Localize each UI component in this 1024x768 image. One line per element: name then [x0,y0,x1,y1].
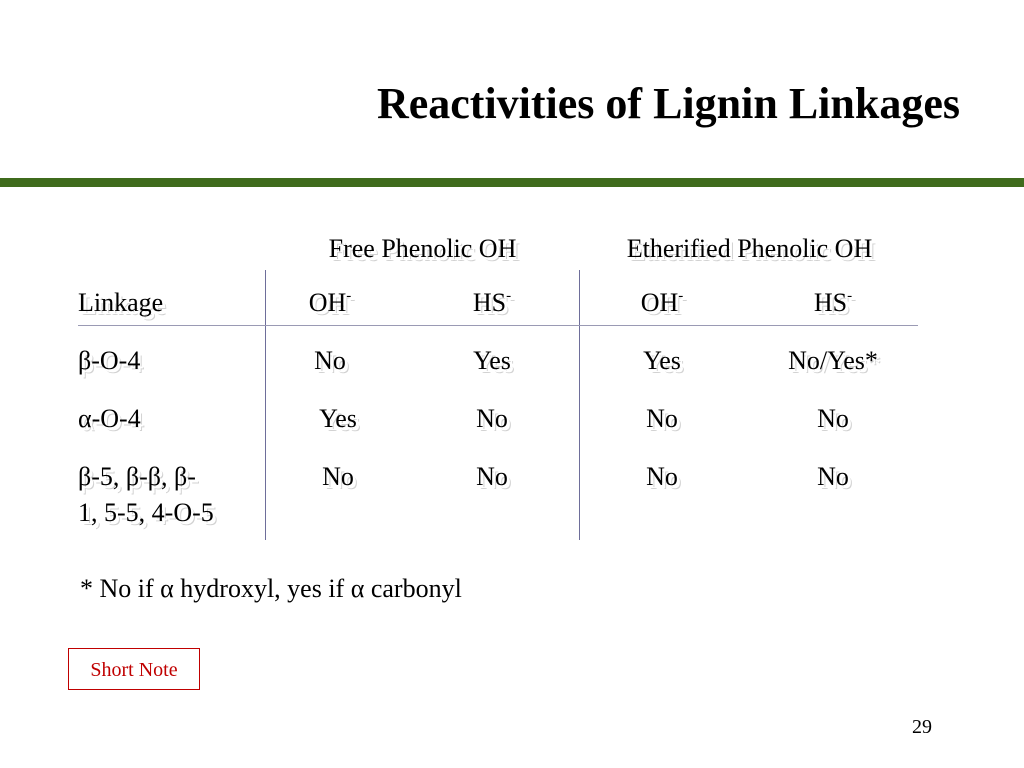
table-cell: Yes [643,346,681,375]
short-note-button[interactable]: Short Note [68,648,200,690]
reagent-header-free-hs: HS- [472,288,512,317]
table-cell: No [817,404,849,433]
linkage-label: α-O-4 [78,404,141,433]
reagent-header-free-oh: OH- [308,288,352,317]
linkage-label: β-O-4 [78,346,141,375]
linkage-label-line2: 1, 5-5, 4-O-5 [78,498,214,527]
header-underline [78,325,918,326]
table-cell: No [476,404,508,433]
table-cell: No [314,346,346,375]
column-divider-right [579,270,580,540]
linkage-label [78,462,268,528]
reagent-header-etherified-oh: OH- [640,288,684,317]
slide-title: Reactivities of Lignin Linkages [376,79,960,128]
table-cell: No [817,462,849,491]
header-free-phenolic-oh: Free Phenolic OH [328,234,517,263]
title-divider [0,178,1024,187]
table-cell: No [322,462,354,491]
page-number: 29 [912,716,932,738]
linkage-label-line1: β-5, β-β, β- [78,462,196,491]
header-etherified-phenolic-oh: Etherified Phenolic OH [626,234,873,263]
table-cell: Yes [319,404,357,433]
table-cell: No [646,462,678,491]
header-linkage: Linkage [78,288,164,317]
table-cell: Yes [473,346,511,375]
table-cell: No [646,404,678,433]
reagent-header-etherified-hs: HS- [813,288,853,317]
table-cell: No/Yes* [788,346,878,375]
footnote: * No if α hydroxyl, yes if α carbonyl [80,574,462,603]
table-cell: No [476,462,508,491]
